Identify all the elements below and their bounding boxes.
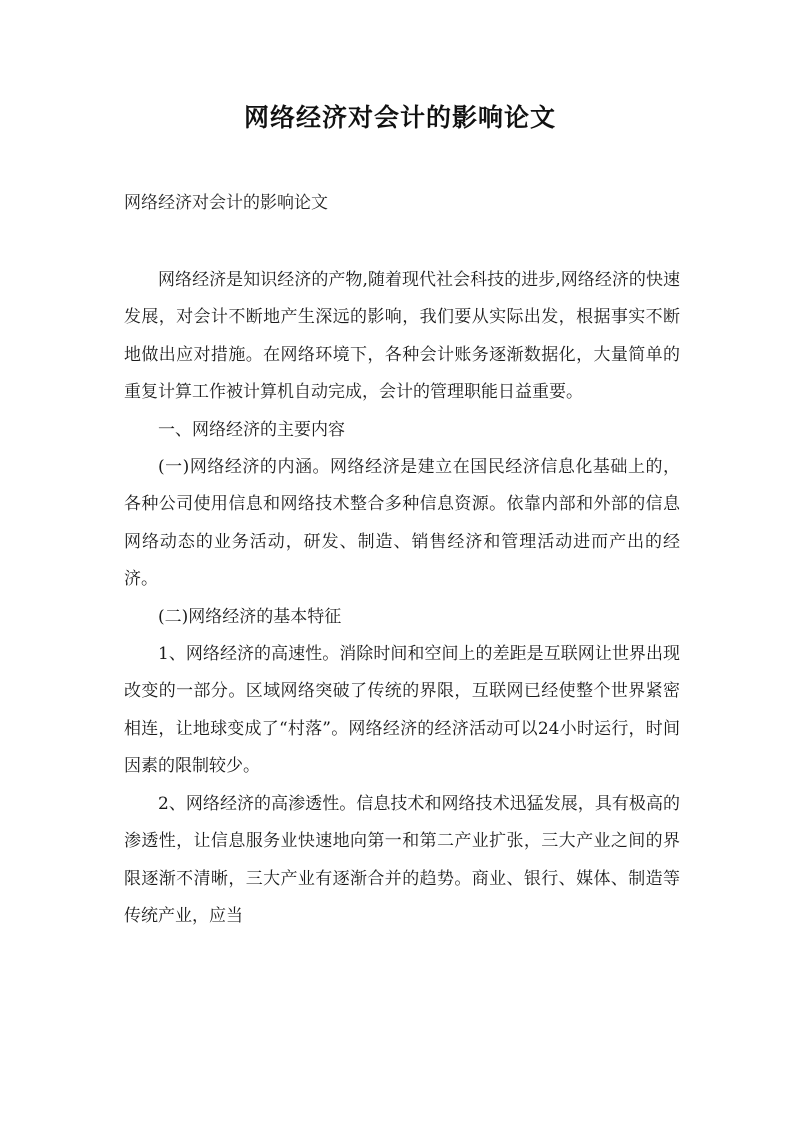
document-body bbox=[124, 262, 680, 935]
subsection-heading-basic-features: (二)网络经济的基本特征 bbox=[158, 606, 342, 627]
document-subtitle: 网络经济对会计的影响论文 bbox=[124, 193, 328, 213]
body-paragraph-connotation: (一)网络经济的内涵。网络经济是建立在国民经济信息化基础上的，各种公司使用信息和网络技术整合多种信息资源。依靠内部和外部的信息网络动态的业务活动，研发、制造、销售经济和管理活动进而产出的经济。 bbox=[124, 457, 680, 590]
body-paragraph-high-penetration: 2、网络经济的高渗透性。信息技术和网络技术迅猛发展，具有极高的渗透性，让信息服务业快速地向第一和第二产业扩张，三大产业之间的界限逐渐不清晰，三大产业有逐渐合并的趋势。商业、银行、媒体、制造等传统产业，应当 bbox=[124, 793, 680, 926]
body-paragraph-high-speed: 1、网络经济的高速性。消除时间和空间上的差距是互联网让世界出现改变的一部分。区域网络突破了传统的界限，互联网已经使整个世界紧密相连，让地球变成了“村落”。网络经济的经济活动可以24小时运行，时间因素的限制较少。 bbox=[124, 644, 680, 777]
section-heading-main-content: 一、网络经济的主要内容 bbox=[158, 419, 345, 440]
body-paragraph-intro: 网络经济是知识经济的产物,随着现代社会科技的进步,网络经济的快速发展，对会计不断地产生深远的影响，我们要从实际出发，根据事实不断地做出应对措施。在网络环境下，各种会计账务逐渐数据化，大量简单的重复计算工作被计算机自动完成，会计的管理职能日益重要。 bbox=[124, 270, 680, 403]
document-title: 网络经济对会计的影响论文 bbox=[243, 103, 556, 132]
